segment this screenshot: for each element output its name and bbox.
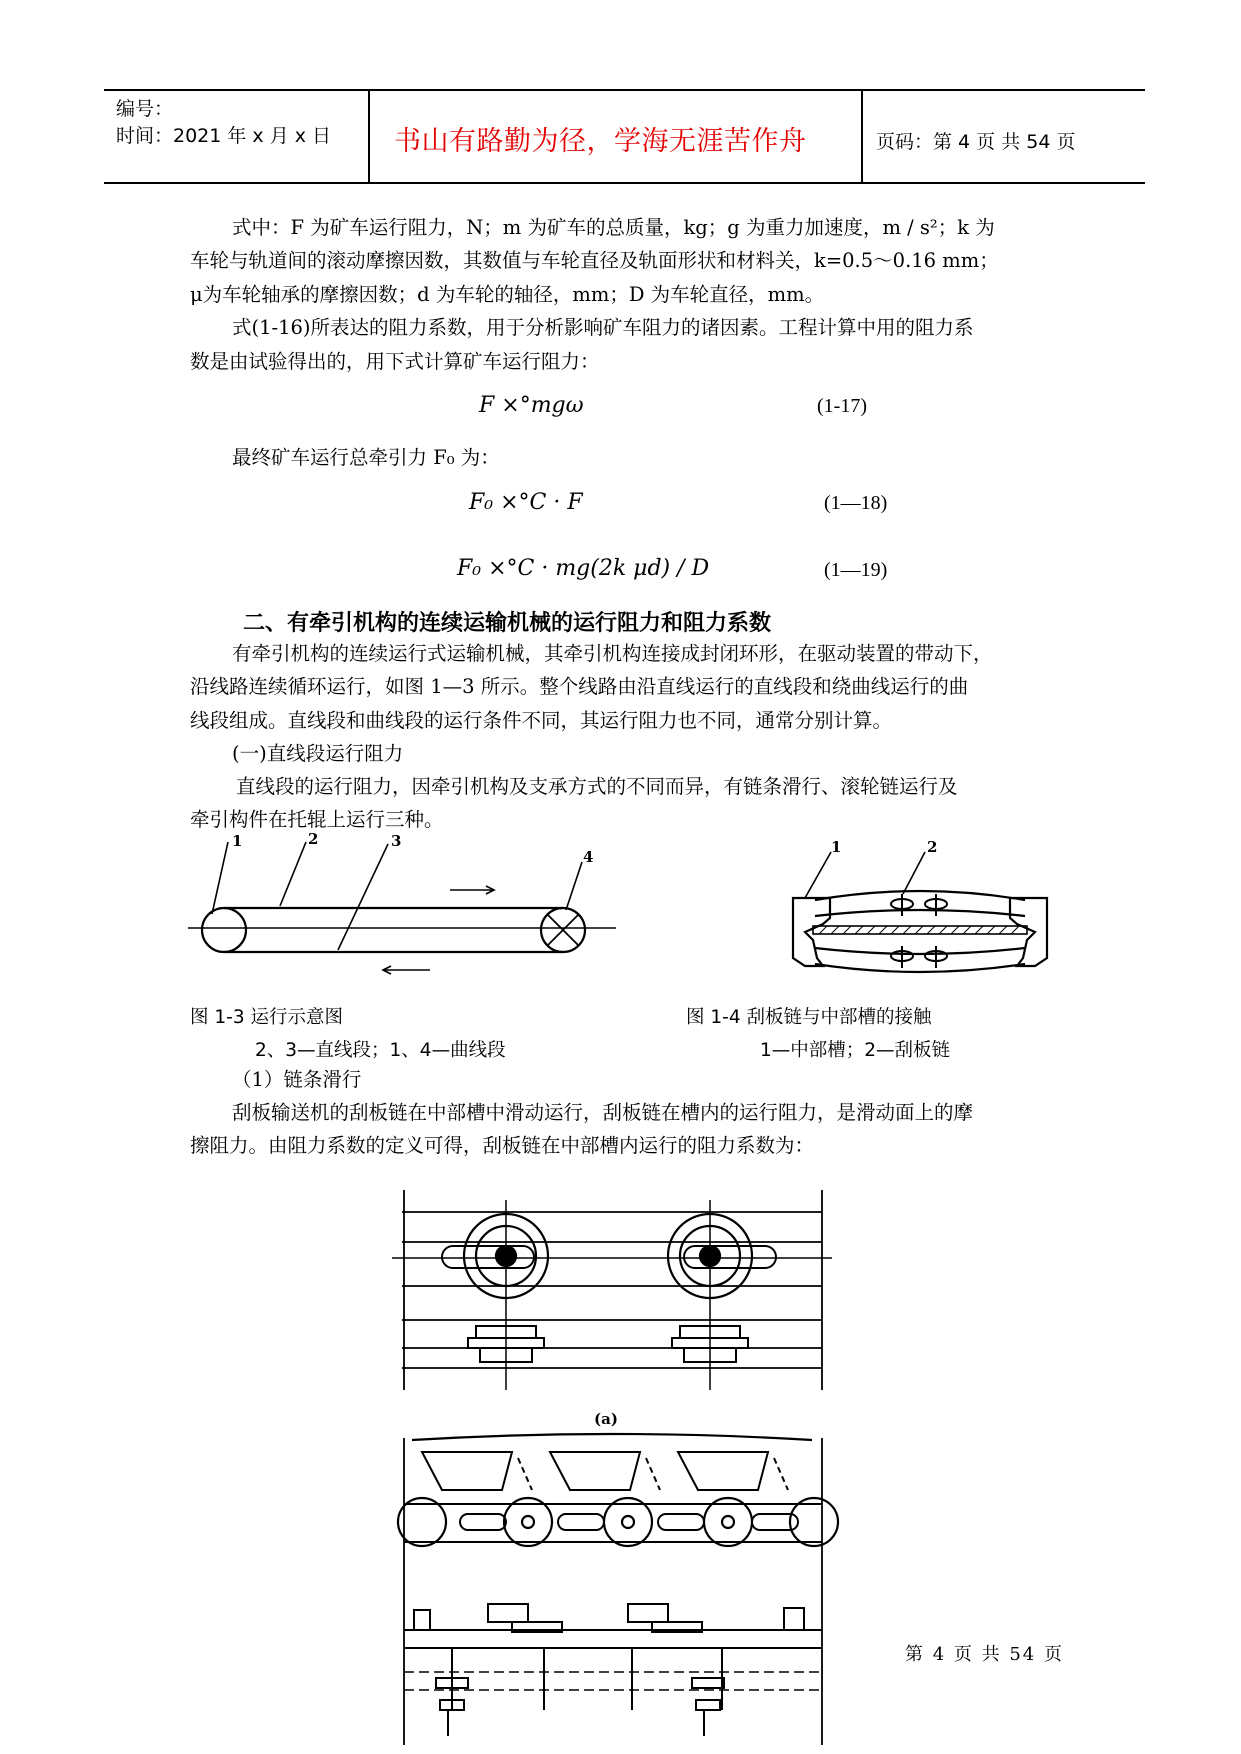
fig-1-3-subcaption: 2、3—直线段；1、4—曲线段 xyxy=(255,1040,506,1061)
para-6-line-1: 刮板输送机的刮板链在中部槽中滑动运行，刮板链在槽内的运行阻力，是滑动面上的摩 xyxy=(232,1101,974,1124)
fig14-label-1: 1 xyxy=(831,838,842,856)
section-2-heading: 二、有牵引机构的连续运输机械的运行阻力和阻力系数 xyxy=(243,611,772,636)
para-4-line-3: 线段组成。直线段和曲线段的运行条件不同，其运行阻力也不同，通常分别计算。 xyxy=(190,709,893,732)
subheading-2: （1）链条滑行 xyxy=(232,1068,362,1091)
para-1-line-2: 车轮与轨道间的滚动摩擦因数，其数值与车轮直径及轨面形状和材料关，k=0.5～0.16 mm； xyxy=(190,249,999,272)
fig-1-3-caption: 图 1-3 运行示意图 xyxy=(190,1007,343,1028)
formula-1-19-number: (1—19) xyxy=(824,559,888,581)
fig13-label-4: 4 xyxy=(583,848,594,866)
para-4-line-2: 沿线路连续循环运行，如图 1—3 所示。整个线路由沿直线运行的直线段和绕曲线运行的曲 xyxy=(190,675,969,698)
para-4-line-1: 有牵引机构的连续运行式运输机械，其牵引机构连接成封闭环形，在驱动装置的带动下， xyxy=(232,642,993,665)
figure-1-3-diagram xyxy=(188,830,618,980)
para-3: 最终矿车运行总牵引力 F₀ 为： xyxy=(232,446,500,469)
fig13-label-1: 1 xyxy=(232,832,243,850)
page-footer: 第 4 页 共 54 页 xyxy=(905,1644,1064,1665)
para-2-line-1: 式(1-16)所表达的阻力系数，用于分析影响矿车阻力的诸因素。工程计算中用的阻力系 xyxy=(232,316,974,339)
page-code: 页码：第 4 页 共 54 页 xyxy=(876,131,1076,153)
serial-label: 编号： xyxy=(116,98,174,120)
para-1-line-3: μ为车轮轴承的摩擦因数；d 为车轮的轴径，mm；D 为车轮直径，mm。 xyxy=(190,283,825,306)
fig-1-4-caption: 图 1-4 刮板链与中部槽的接触 xyxy=(686,1007,932,1028)
figure-1-4-diagram xyxy=(775,838,1065,988)
para-6-line-2: 擦阻力。由阻力系数的定义可得，刮板链在中部槽内运行的阻力系数为： xyxy=(190,1134,815,1157)
header-divider-left xyxy=(368,89,370,183)
para-2-line-2: 数是由试验得出的，用下式计算矿车运行阻力： xyxy=(190,350,600,373)
para-5-line-1: 直线段的运行阻力，因牵引机构及支承方式的不同而异，有链条滑行、滚轮链运行及 xyxy=(236,775,958,798)
fig14-label-2: 2 xyxy=(927,838,938,856)
header-divider-right xyxy=(861,89,863,183)
fig13-label-3: 3 xyxy=(391,832,402,850)
para-1-line-1: 式中：F 为矿车运行阻力，N；m 为矿车的总质量，kg；g 为重力加速度，m / s²；k 为 xyxy=(232,216,995,239)
header-motto: 书山有路勤为径，学海无涯苦作舟 xyxy=(394,126,807,157)
fig13-label-2: 2 xyxy=(308,830,319,848)
chain-diagram-label-a: (a) xyxy=(594,1410,618,1428)
time-label: 时间：2021 年 x 月 x 日 xyxy=(116,125,332,147)
chain-diagram xyxy=(392,1190,832,1745)
formula-1-18-number: (1—18) xyxy=(824,492,888,514)
fig-1-4-subcaption: 1—中部槽；2—刮板链 xyxy=(760,1040,951,1061)
subheading-1: (一)直线段运行阻力 xyxy=(232,742,404,765)
formula-1-18: F₀ ×°C · F xyxy=(469,490,583,515)
formula-1-17: F ×°mgω xyxy=(479,393,584,418)
header-bottom-rule xyxy=(104,182,1145,184)
para-5-line-2: 牵引构件在托辊上运行三种。 xyxy=(190,808,444,831)
formula-1-19: F₀ ×°C · mg(2k μd) / D xyxy=(457,556,710,581)
formula-1-17-number: (1-17) xyxy=(817,395,867,417)
header-top-rule xyxy=(104,89,1145,91)
